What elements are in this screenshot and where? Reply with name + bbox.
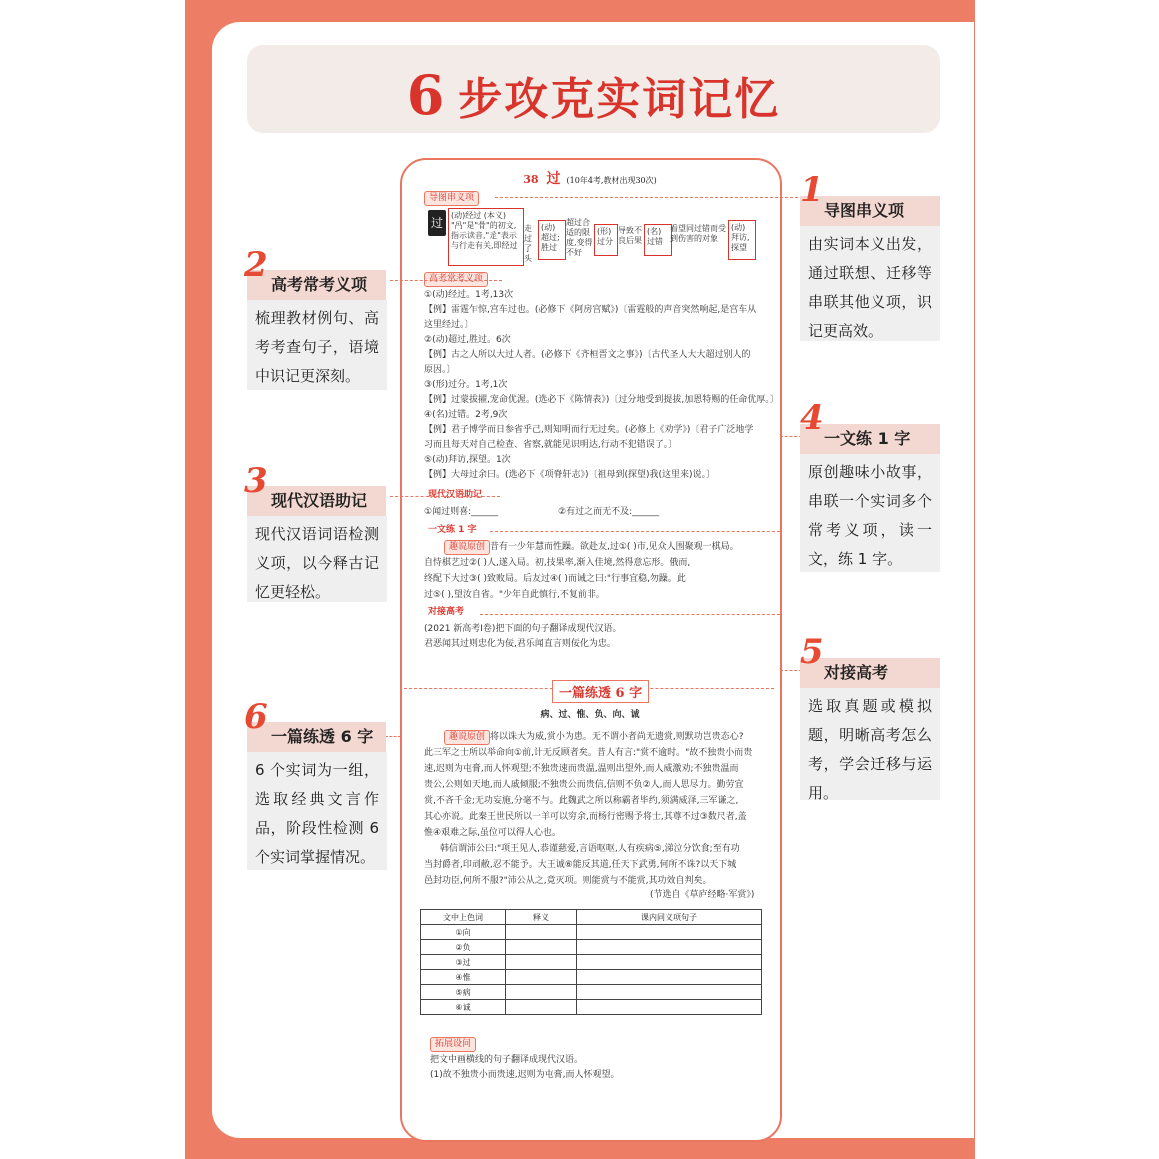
passage-line-2: 此三军之士所以举命向①前,计无反顾者矣。昔人有言:"赏不逾时。"故不独贵小而贵 [424,748,753,758]
passage-line-1: 将以诛大为威,赏小为患。无不谓小者尚无遗赏,则默功岂贵态心? [490,732,744,742]
table-cell-meaning[interactable] [506,955,577,970]
callout-1-desc: 由实词本义出发，通过联想、迁移等串联其他义项，识记更高效。 [800,226,940,341]
connector-4b [780,436,781,532]
callout-1-title: 导图串义项 [824,201,905,220]
map-box-1: (动)经过 (本义) "冎"是"骨"的初文,指示读音,"辵"表示与行走有关,即经过 [448,208,524,266]
callout-2-desc: 梳理教材例句、高考考查句子，语境中识记更深刻。 [247,300,387,390]
table-row [421,1000,762,1015]
callout-4-number: 4 [800,398,824,438]
table-cell-sentence[interactable] [577,940,762,955]
table-row [421,940,762,955]
modern-q2: ②有过之而无不及:______ [558,507,660,517]
gaokao-line-5: 【例】古之人所以大过人者。(必修下《齐桓晋文之事》)〔古代圣人大大超过别人的 [424,350,751,360]
table-cell-meaning[interactable] [506,940,577,955]
passage-line-4: 贵公,公则如天地,而人戚倾服;不独贵公而贵信,信则不负②人,而人思尽力。勤劳宜 [424,780,744,790]
gaokao-line-12: ⑤(动)拜访,探望。1次 [424,455,511,465]
connector-2 [390,280,502,281]
table-cell-sentence[interactable] [577,955,762,970]
tag-one: 一文练 1 字 [428,525,477,535]
connector-3 [390,496,500,497]
gaokao-line-7: ③(形)过分。1考,1次 [424,380,508,390]
gaokao-line-2: 【例】雷霆乍惊,宫车过也。(必修下《阿房宫赋》)〔雷霆般的声音突然响起,是宫车从 [424,305,757,315]
table-cell-word: ③过 [421,955,506,970]
gaokao-line-3: 这里经过。〕 [424,320,474,330]
callout-3-number: 3 [244,461,268,501]
callout-5-number: 5 [800,632,824,672]
tag-extend: 拓展设问 [430,1037,476,1052]
callout-2-title: 高考常考义项 [271,275,368,294]
callout-6-title: 一篇练透 6 字 [271,727,374,746]
answer-table [420,909,762,1015]
table-header-cell: 文中上色词 [421,910,506,925]
link-line-2: 君恶闻其过则忠化为佞,君乐闻直言则佞化为忠。 [424,639,616,649]
table-row [421,985,762,1000]
map-box-6: 导致不良后果 [618,226,642,245]
entry-number: 38 [523,173,539,186]
story-line-3: 终配下大过③( )致败局。后友过④( )而诫之曰:"行事宜稳,勿躁。此 [424,574,686,584]
table-cell-word: ⑤病 [421,985,506,1000]
passage-line-8: 韩信谓沛公曰:"项王见人,恭谨慈爱,言语呕呕,人有疾病⑤,涕泣分饮食;至有功 [440,844,740,854]
title-text: 步攻克实词记忆 [458,74,781,125]
passage-line-9: 当封爵者,印刓敝,忍不能予。大王诚⑥能反其道,任天下武勇,何所不诛?以天下城 [424,860,737,870]
map-box-8: 看望同过错而受到伤害的对象 [670,224,726,243]
connector-1 [495,197,803,198]
story-line-4: 过⑤( ),望汝自省。"少年自此慎行,不复前非。 [424,590,605,600]
gaokao-line-4: ②(动)超过,胜过。6次 [424,335,511,345]
page-title [247,63,940,127]
table-cell-sentence[interactable] [577,1000,762,1015]
map-box-9: (动)拜访,探望 [728,220,756,260]
callout-4-desc: 原创趣味小故事，串联一个实词多个常考义项，读一文，练 1 字。 [800,454,940,572]
table-cell-meaning[interactable] [506,1000,577,1015]
connector-5b [780,614,781,670]
tag-modern: 现代汉语助记 [428,490,483,500]
passage-line-5: 赏,不吝千金;无功妄施,分毫不与。此魏武之所以称霸者毕约,须满威泽,三军谦之, [424,796,739,806]
seal-char-icon: 过 [428,210,446,236]
mid-header: 一篇练透 6 字 [552,680,649,703]
gaokao-line-6: 原因。〕 [424,365,456,375]
modern-q1: ①闻过则喜:______ [424,507,499,517]
title-banner [247,45,940,133]
table-cell-word: ⑥诚 [421,1000,506,1015]
table-row [421,970,762,985]
callout-4-title: 一文练 1 字 [824,429,911,448]
gaokao-line-8: 【例】过蒙拔擢,宠命优渥。(选必下《陈情表》)〔过分地受到提拔,加恩特赐的任命优厚。〕 [424,395,779,405]
story-line-2: 自恃棋艺过②( )人,遂入局。初,技果率,渐入佳境,然得意忘形。俄而, [424,558,691,568]
table-cell-meaning[interactable] [506,925,577,940]
map-box-4: 超过合适的限度,变得不好 [566,218,593,257]
callout-1-number: 1 [800,170,824,210]
connector-5a [480,614,780,615]
callout-5-desc: 选取真题或模拟题，明晰高考怎么考，学会迁移与运用。 [800,688,940,800]
gaokao-line-11: 习而且每天对自己检查、省察,就能见识明达,行动不犯错误了。〕 [424,440,678,450]
callout-3-title: 现代汉语助记 [271,491,368,510]
callout-6-number: 6 [244,697,268,737]
story-line-1: 昔有一少年慧而性躁。欲赴友,过①( )市,见众人围聚观一棋局。 [490,542,739,552]
map-box-3: (动)超过;胜过 [538,220,566,260]
callout-6-desc: 6 个实词为一组，选取经典文言作品，阶段性检测 6 个实词掌握情况。 [247,752,387,870]
table-cell-sentence[interactable] [577,985,762,1000]
table-header-cell: 释义 [506,910,577,925]
title-number: 6 [406,63,447,127]
table-cell-sentence[interactable] [577,970,762,985]
table-cell-word: ④惟 [421,970,506,985]
passage-line-6: 其心亦说。此秦王世民所以一羊可以穷余,而杨行密赐予将士,其尊不过③数尺者,盖 [424,812,747,822]
gaokao-line-9: ④(名)过错。2考,9次 [424,410,508,420]
table-cell-meaning[interactable] [506,985,577,1000]
entry-sub: (10年4考,教材出现30次) [566,176,657,185]
connector-4c [780,436,802,437]
connector-4a [490,531,780,532]
connector-5c [780,670,802,671]
passage-label: 趣说原创 [444,730,490,745]
callout-3-label [247,486,386,516]
passage-line-3: 速,迟则为屯膏,而人怀观望;不独贵速而贵温,温则出望外,而人威激劝;不独贵温而 [424,764,739,774]
map-box-5: (形)过分 [594,224,618,256]
connector-6a [400,688,401,736]
callout-2-number: 2 [244,245,268,285]
table-header-cell: 课内同义项句子 [577,910,762,925]
table-header-row [421,910,762,925]
story-label: 趣说原创 [444,540,490,555]
extend-line-1: 把文中画横线的句子翻译成现代汉语。 [430,1055,584,1065]
passage-line-7: 惟④艰难之际,虽位可以得人心也。 [424,828,561,838]
table-row [421,955,762,970]
gaokao-line-1: ①(动)经过。1考,13次 [424,290,514,300]
entry-header [400,168,780,188]
extend-line-2: (1)故不独贵小而贵速,迟则为屯膏,而人怀观望。 [430,1070,620,1080]
gaokao-line-13: 【例】大母过余曰。(选必下《项脊轩志》)〔祖母到(探望)我(这里来)说。〕 [424,470,716,480]
table-cell-word: ①向 [421,925,506,940]
map-box-2: 走过了头 [524,224,532,263]
link-line-1: (2021 新高考Ⅰ卷)把下面的句子翻译成现代汉语。 [424,624,622,634]
six-chars: 病、过、惟、负、向、诚 [540,710,640,720]
table-cell-word: ②负 [421,940,506,955]
connector-6b [385,736,401,737]
map-box-7: (名)过错 [644,224,672,256]
callout-6-label [247,722,386,752]
callout-3-desc: 现代汉语词语检测义项，以今释古记忆更轻松。 [247,516,387,602]
tag-map: 导图串义项 [424,191,479,206]
table-cell-sentence[interactable] [577,925,762,940]
callout-5-title: 对接高考 [824,663,889,682]
passage-line-10: 邑封功臣,何所不服?"沛公从之,竟灭项。则能赏与不能赏,其功效自判矣。 [424,876,712,886]
tag-link: 对接高考 [428,607,465,617]
gaokao-line-10: 【例】君子博学而日参省乎己,则知明而行无过矣。(必修上《劝学》)〔君子广泛地学 [424,425,754,435]
entry-char: 过 [546,171,561,187]
tag-gaokao: 高考常考义项 [424,272,488,287]
table-cell-meaning[interactable] [506,970,577,985]
passage-source: (节选自《草庐经略·军赏》) [650,890,755,900]
table-row [421,925,762,940]
